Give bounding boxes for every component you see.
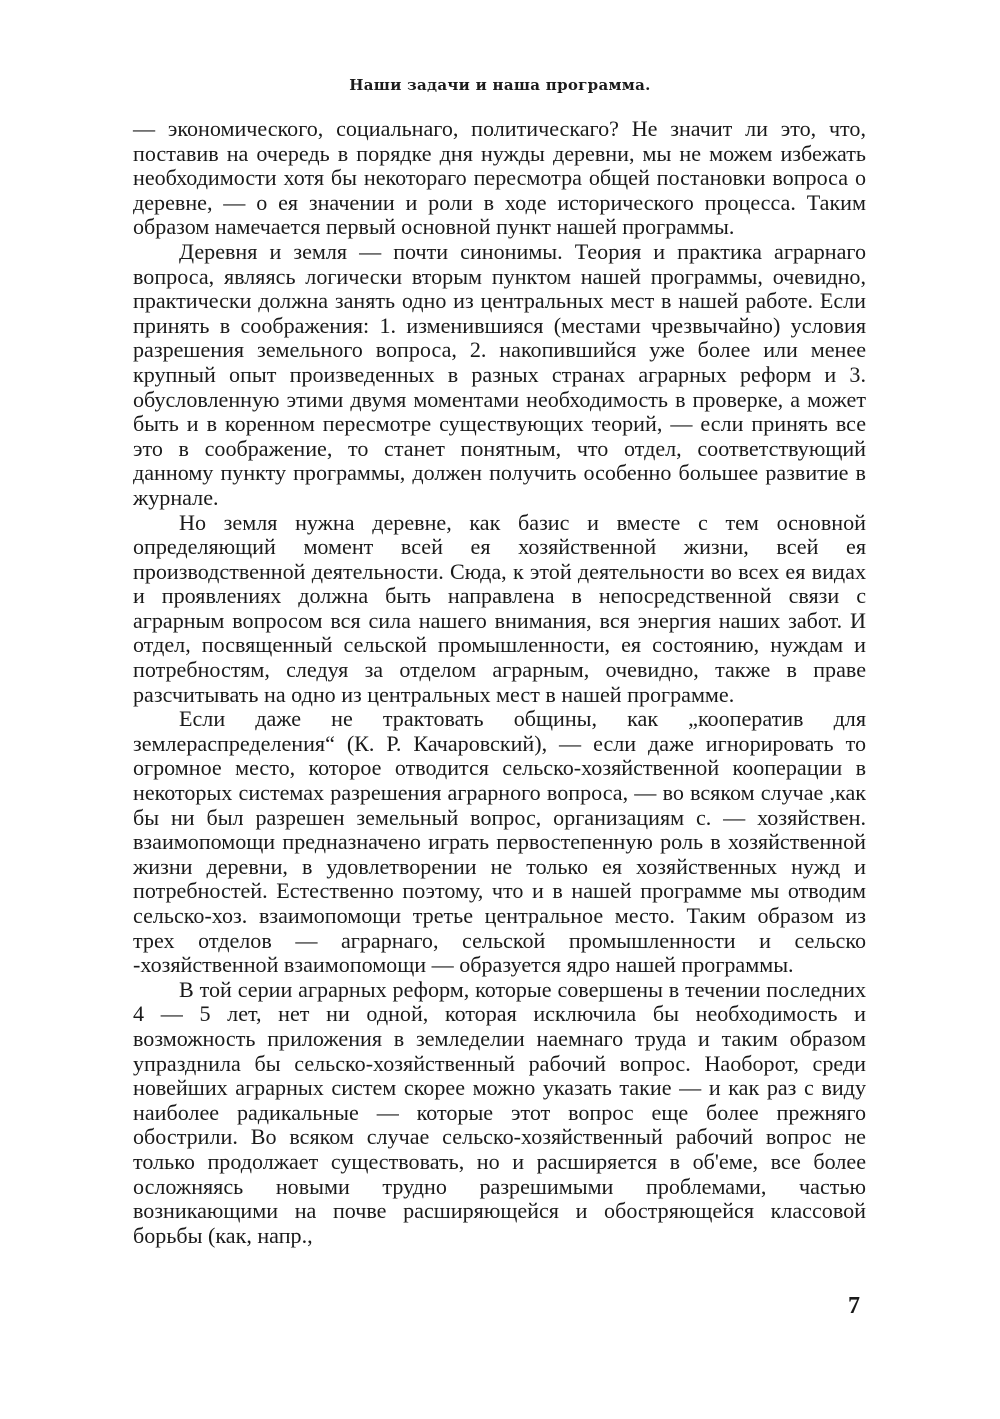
page-number: 7 [848,1293,860,1319]
paragraph-2: Деревня и земля — почти синонимы. Теория и практика аграрнаго вопроса, являясь логически вторым пунктом нашей программы, очевидно, практически должна занять одно из центральных мест в нашей работе. Если принять в соображения: 1. изменившияся (местами чрезвычайно) условия разрешения земельного вопроса, 2. накопившийся уже более или менее крупный опыт произведенных в разных странах аграрных реформ и 3. обусловленную этими двумя моментами необходимость в проверке, а может быть и в коренном пересмотре существующих теорий, — если принять все это в соображение, то станет понятным, что отдел, соответствующий данному пункту программы, должен получить особенно большее развитие в журнале. [133,238,866,510]
body-text [133,117,866,1248]
paragraph-1: — экономического, социальнаго, политическаго? Не значит ли это, что, поставив на очередь в порядке дня нужды деревни, мы не можем избежать необходимости хотя бы некотораго пересмотра общей постановки вопроса о деревне, — о ея значении и роли в ходе исторического процесса. Таким образом намечается первый основной пункт нашей программы. [133,116,866,240]
paragraph-3: Но земля нужна деревне, как базис и вместе с тем основной определяющий момент всей ея хозяйственной жизни, всей ея производственной деятельности. Сюда, к этой деятельности во всех ея видах и проявлениях должна быть направлена в непосредственной связи с аграрным вопросом вся сила нашего внимания, вся энергия наших забот. И отдел, посвященный сельской промышленности, ея состоянию, нуждам и потребностям, следуя за отделом аграрным, очевидно, также в праве разсчитывать на одно из центральных мест в нашей программе. [133,509,866,707]
running-header: Наши задачи и наша программа. [349,76,651,94]
paragraph-5: В той серии аграрных реформ, которые совершены в течении последних 4 — 5 лет, нет ни одной, которая исключила бы необходимость и возможность приложения в земледелии наемнаго труда и таким образом упразднила бы сельско-хозяйственный рабочий вопрос. Наоборот, среди новейших аграрных систем скорее можно указать такие — и как раз с виду наиболее радикальные — которые этот вопрос еще более прежняго обострили. Во всяком случае сельско-хозяйственный рабочий вопрос не только продолжает существовать, но и расширяется в об'еме, все более осложняясь новыми трудно разрешимыми проблемами, частью возникающими на почве расширяющейся и обостряющейся классовой борьбы (как, напр., [133,976,866,1248]
paragraph-4: Если даже не трактовать общины, как „кооператив для землераспределения“ (К. Р. Качаровский), — если даже игнорировать то огромное место, которое отводится сельско-хозяйственной кооперации в некоторых системах разрешения аграрного вопроса, — во всяком случае ,как бы ни был разрешен земельный вопрос, организациям с. — хозяйствен. взаимопомощи предназначено играть первостепенную роль в хозяйственной жизни деревни, в удовлетворении не только ея хозяйственных нужд и потребностей. Естественно поэтому, что и в нашей программе мы отводим сельско-хоз. взаимопомощи третье центральное место. Таким образом из трех отделов — аграрнаго, сельской промышленности и сельско -хозяйственной взаимопомощи — образуется ядро нашей программы. [133,706,866,978]
